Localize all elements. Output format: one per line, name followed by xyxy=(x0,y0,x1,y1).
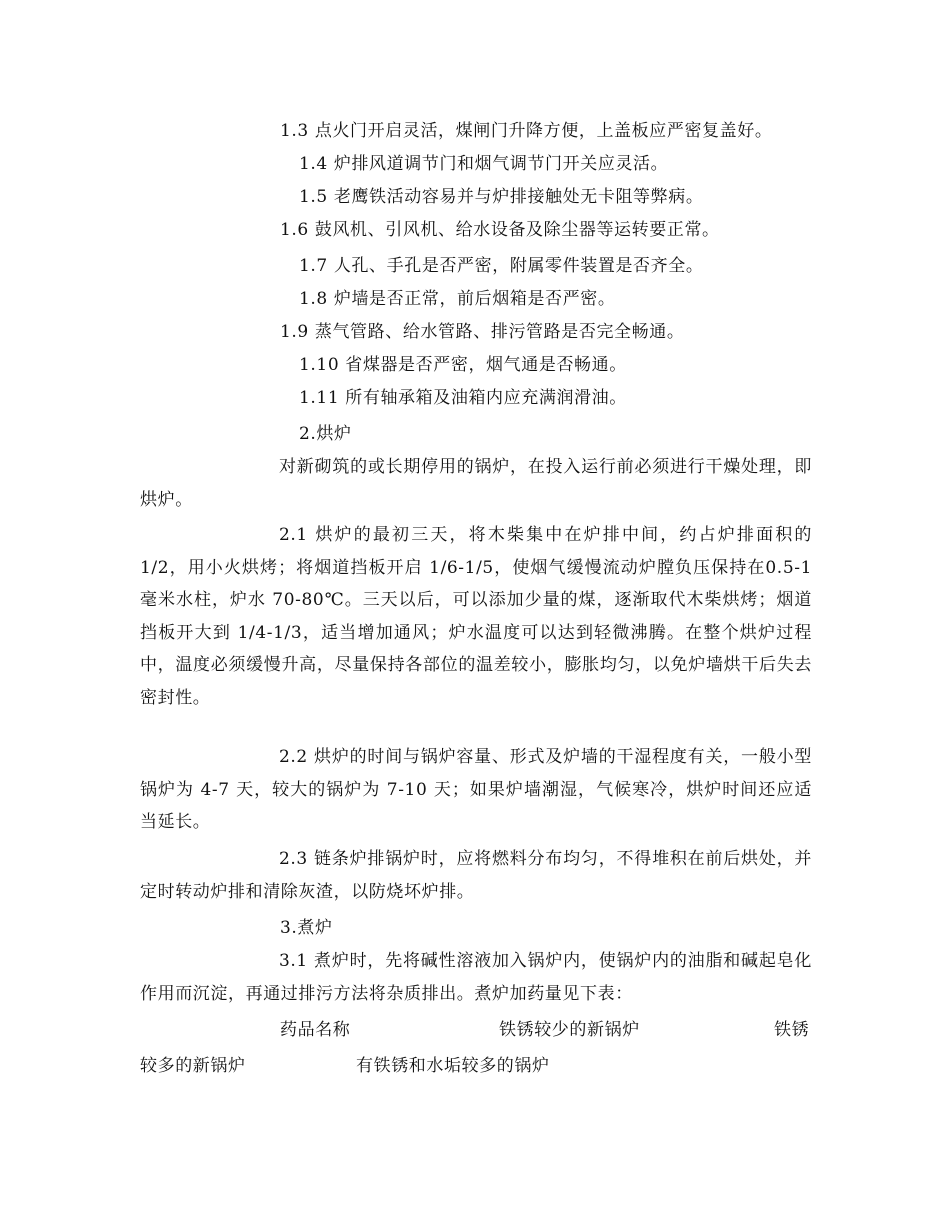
item-1-9: 1.9 蒸气管路、给水管路、排污管路是否完全畅通。 xyxy=(280,322,685,342)
paragraph-2-1: 2.1 烘炉的最初三天，将木柴集中在炉排中间，约占炉排面积的1/2，用小火烘烤；将烟道挡板开启 1/6-1/5，使烟气缓慢流动炉膛负压保持在0.5-1 毫米水柱，炉水 70-80℃。三天以后，可以添加少量的煤，逐渐取代木柴烘烤；烟道挡板开大到 1/4-1/3，适当增加通风；炉水温度可以达到轻微沸腾。在整个烘炉过程中，温度必须缓慢升高，尽量保持各部位的温差较小，膨胀均匀，以免炉墙烘干后失去密封性。 xyxy=(140,525,812,708)
item-1-7: 1.7 人孔、手孔是否严密，附属零件装置是否齐全。 xyxy=(299,256,704,276)
item-1-10: 1.10 省煤器是否严密，烟气通是否畅通。 xyxy=(299,355,627,375)
paragraph-2-intro: 对新砌筑的或长期停用的锅炉，在投入运行前必须进行干燥处理，即烘炉。 xyxy=(140,457,812,510)
item-1-4: 1.4 炉排风道调节门和烟气调节门开关应灵活。 xyxy=(299,154,669,174)
item-1-3: 1.3 点火门开启灵活，煤闸门升降方便，上盖板应严密复盖好。 xyxy=(280,121,773,141)
section-heading-3: 3.煮炉 xyxy=(280,918,333,938)
table-header-col-new-boiler-little-rust: 铁锈较少的新锅炉 xyxy=(499,1020,640,1040)
table-header-col-drug-name: 药品名称 xyxy=(280,1020,351,1040)
section-heading-2: 2.烘炉 xyxy=(299,424,352,444)
paragraph-2-2: 2.2 烘炉的时间与锅炉容量、形式及炉墙的干湿程度有关，一般小型锅炉为 4-7 天，较大的锅炉为 7-10 天；如果炉墙潮湿，气候寒冷，烘炉时间还应适当延长。 xyxy=(140,747,812,832)
table-header-col-new-boiler-more-rust-part1: 铁锈 xyxy=(774,1020,810,1040)
item-1-11: 1.11 所有轴承箱及油箱内应充满润滑油。 xyxy=(299,388,627,408)
paragraph-2-3: 2.3 链条炉排锅炉时，应将燃料分布均匀，不得堆积在前后烘处，并定时转动炉排和清除灰渣，以防烧坏炉排。 xyxy=(140,849,812,902)
item-1-5: 1.5 老鹰铁活动容易并与炉排接触处无卡阻等弊病。 xyxy=(299,187,704,207)
table-header-col-boiler-rust-and-scale: 有铁锈和水垢较多的锅炉 xyxy=(356,1056,550,1076)
table-header-col-new-boiler-more-rust-part2: 较多的新锅炉 xyxy=(140,1056,246,1076)
paragraph-3-1: 3.1 煮炉时，先将碱性溶液加入锅炉内，使锅炉内的油脂和碱起皂化作用而沉淀，再通过排污方法将杂质排出。煮炉加药量见下表： xyxy=(140,951,812,1004)
item-1-6: 1.6 鼓风机、引风机、给水设备及除尘器等运转要正常。 xyxy=(280,220,720,240)
item-1-8: 1.8 炉墙是否正常，前后烟箱是否严密。 xyxy=(299,289,616,309)
